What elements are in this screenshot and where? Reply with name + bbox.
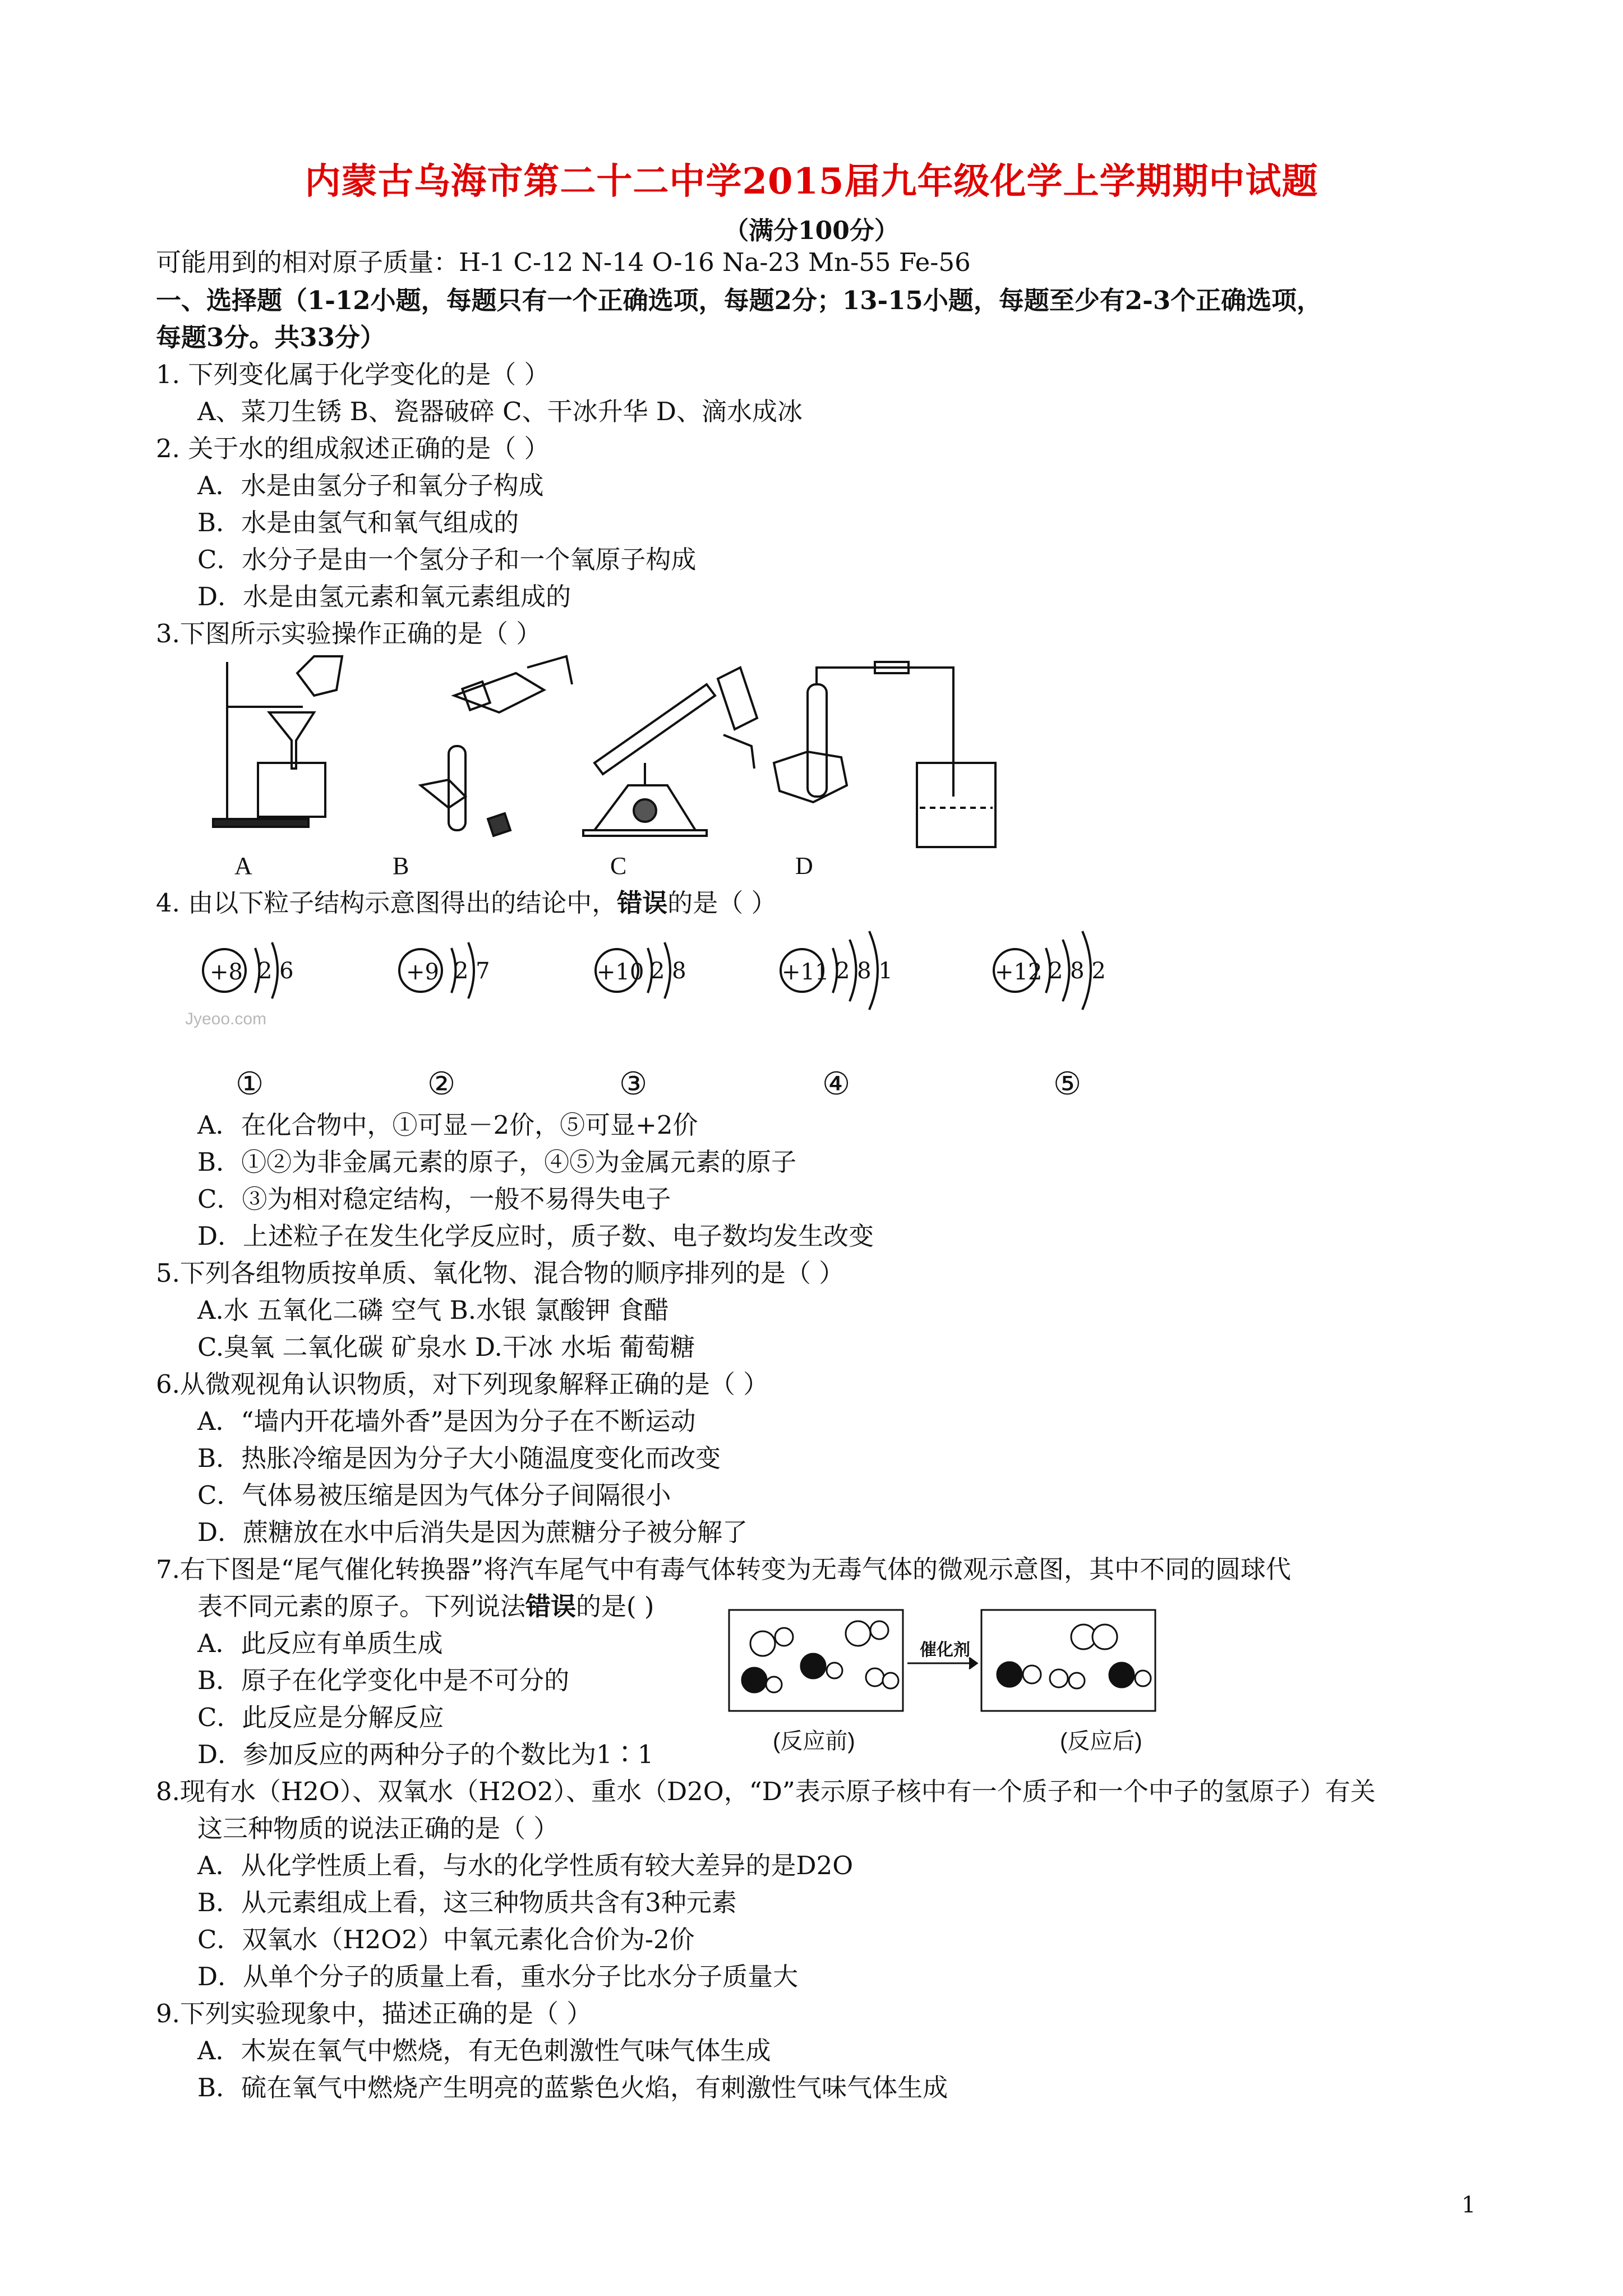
- q6-option-c: C．气体易被压缩是因为气体分子间隔很小: [197, 1480, 671, 1510]
- after-reaction-label: (反应后): [1060, 1729, 1142, 1754]
- atom-4-nucleus: +11: [782, 959, 829, 985]
- q6-option-d: D．蔗糖放在水中后消失是因为蔗糖分子被分解了: [197, 1517, 748, 1547]
- figure-label-d: D: [795, 852, 813, 880]
- q9-option-a: A．木炭在氧气中燃烧，有无色刺激性气味气体生成: [197, 2036, 771, 2065]
- question-5: 5.下列各组物质按单质、氧化物、混合物的顺序排列的是（ ）: [156, 1258, 845, 1288]
- q2-option-b: B．水是由氢气和氧气组成的: [197, 508, 519, 537]
- atom-structure-diagrams: [191, 926, 1144, 1105]
- question-2: 2. 关于水的组成叙述正确的是（ ）: [156, 434, 550, 463]
- q2-option-a: A．水是由氢分子和氧分子构成: [197, 471, 544, 500]
- q7-stem-emphasis: 错误: [525, 1591, 577, 1621]
- q4-option-d: D．上述粒子在发生化学反应时，质子数、电子数均发生改变: [197, 1221, 874, 1251]
- question-6: 6.从微观视角认识物质，对下列现象解释正确的是（ ）: [156, 1369, 769, 1399]
- q4-option-c: C．③为相对稳定结构，一般不易得失电子: [197, 1184, 671, 1214]
- atom-5-nucleus: +12: [995, 959, 1043, 985]
- before-reaction-label: (反应前): [773, 1729, 855, 1754]
- question-3: 3.下图所示实验操作正确的是（ ）: [156, 619, 542, 648]
- q7-option-a: A．此反应有单质生成: [197, 1628, 443, 1658]
- q7-option-c: C．此反应是分解反应: [197, 1703, 444, 1732]
- atom-1-shells: 2 6: [258, 958, 294, 984]
- catalytic-converter-diagram: [729, 1610, 1155, 1717]
- atom-5-index: ⑤: [1053, 1066, 1082, 1102]
- q9-option-b: B．硫在氧气中燃烧产生明亮的蓝紫色火焰，有刺激性气味气体生成: [197, 2073, 948, 2102]
- page-number: 1: [1461, 2192, 1476, 2218]
- atom-1-nucleus: +8: [210, 959, 243, 985]
- exam-title: 内蒙古乌海市第二十二中学2015届九年级化学上学期期中试题: [305, 160, 1318, 203]
- catalyst-label: 催化剂: [920, 1641, 970, 1659]
- q5-options-ab: A.水 五氧化二磷 空气 B.水银 氯酸钾 食醋: [197, 1295, 669, 1325]
- filtration-apparatus: [213, 656, 342, 827]
- q2-option-c: C．水分子是由一个氢分子和一个氧原子构成: [197, 545, 697, 574]
- figure-label-c: C: [610, 852, 627, 880]
- q8-option-c: C．双氧水（H2O2）中氧元素化合价为-2价: [197, 1925, 695, 1954]
- atom-3-shells: 2 8: [651, 958, 686, 984]
- q8-option-a: A．从化学性质上看，与水的化学性质有较大差异的是D2O: [197, 1851, 854, 1880]
- q4-stem-emphasis: 错误: [617, 888, 668, 918]
- question-8-cont: 这三种物质的说法正确的是（ ）: [197, 1814, 559, 1843]
- question-8: 8.现有水（H2O）、双氧水（H2O2）、重水（D2O，“D”表示原子核中有一个质子和一个中子的氢原子）有关: [156, 1777, 1376, 1806]
- atom-4-shells: 2 8 1: [836, 958, 893, 984]
- question-4: [156, 886, 777, 920]
- q7-stem-end: 的是( ): [576, 1591, 654, 1621]
- atom-2-index: ②: [427, 1066, 456, 1102]
- q6-option-b: B．热胀冷缩是因为分子大小随温度变化而改变: [197, 1443, 721, 1473]
- pouring-liquid: [421, 656, 572, 836]
- watermark: Jyeoo.com: [185, 1010, 267, 1028]
- q6-option-a: A．“墙内开花墙外香”是因为分子在不断运动: [197, 1406, 696, 1436]
- question-7: 7.右下图是“尾气催化转换器”将汽车尾气中有毒气体转变为无毒气体的微观示意图，其中不同的圆球代: [156, 1554, 1291, 1584]
- q4-stem-text: 4. 由以下粒子结构示意图得出的结论中，: [156, 888, 617, 918]
- question-7-cont: [197, 1590, 654, 1623]
- full-score: （满分100分）: [724, 217, 899, 245]
- atom-3-index: ③: [619, 1066, 648, 1102]
- q4-option-a: A．在化合物中，①可显－2价，⑤可显+2价: [197, 1110, 698, 1140]
- lab-operations-figure: [202, 651, 1009, 853]
- q4-stem-end: 的是（ ）: [667, 888, 777, 918]
- atom-3-nucleus: +10: [597, 959, 644, 985]
- q5-options-cd: C.臭氧 二氧化碳 矿泉水 D.干冰 水垢 葡萄糖: [197, 1332, 695, 1362]
- atom-4-index: ④: [822, 1066, 851, 1102]
- heating-test-tube: [583, 668, 757, 836]
- section-heading: 一、选择题（1-12小题，每题只有一个正确选项，每题2分；13-15小题，每题至少有2-3个正确选项，: [156, 286, 1322, 315]
- q8-option-b: B．从元素组成上看，这三种物质共含有3种元素: [197, 1888, 737, 1917]
- figure-label-b: B: [393, 852, 409, 880]
- gas-collection: [774, 662, 995, 847]
- atom-5-shells: 2 8 2: [1049, 958, 1106, 984]
- atom-1-index: ①: [236, 1066, 264, 1102]
- q7-option-d: D．参加反应的两种分子的个数比为1∶1: [197, 1740, 654, 1769]
- question-9: 9.下列实验现象中，描述正确的是（ ）: [156, 1999, 592, 2028]
- atom-2-shells: 2 7: [454, 958, 490, 984]
- question-1: 1. 下列变化属于化学变化的是（ ）: [156, 360, 550, 389]
- atom-2-nucleus: +9: [406, 959, 439, 985]
- q1-options: A、菜刀生锈 B、瓷器破碎 C、干冰升华 D、滴水成冰: [197, 397, 803, 426]
- q7-option-b: B．原子在化学变化中是不可分的: [197, 1665, 570, 1695]
- figure-label-a: A: [234, 852, 252, 880]
- q8-option-d: D．从单个分子的质量上看，重水分子比水分子质量大: [197, 1962, 799, 1991]
- section-heading-cont: 每题3分。共33分）: [156, 323, 385, 352]
- q2-option-d: D．水是由氢元素和氧元素组成的: [197, 582, 571, 611]
- q7-stem-text: 表不同元素的原子。下列说法: [197, 1591, 526, 1621]
- atomic-masses: 可能用到的相对原子质量：H-1 C-12 N-14 O-16 Na-23 Mn-55 Fe-56: [156, 247, 971, 277]
- q4-option-b: B．①②为非金属元素的原子，④⑤为金属元素的原子: [197, 1147, 797, 1177]
